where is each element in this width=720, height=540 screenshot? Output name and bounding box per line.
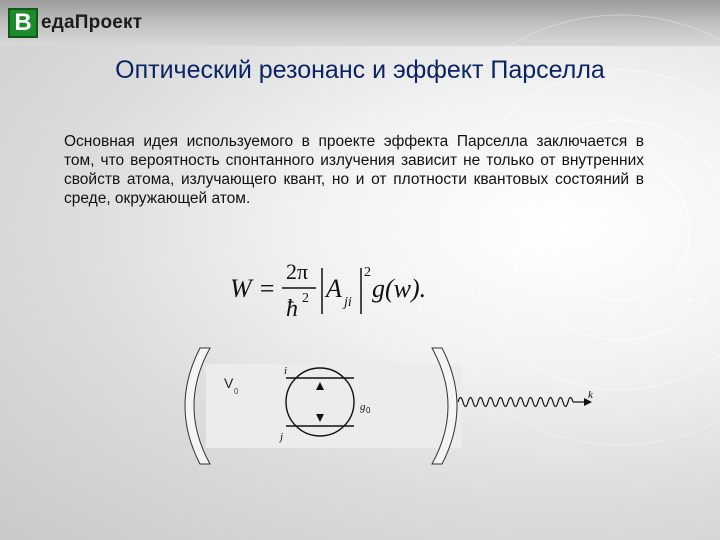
company-logo (8, 7, 142, 39)
formula-lhs: W = (230, 274, 276, 303)
body-paragraph: Основная идея используемого в проекте эффекта Парселла заключается в том, что вероятность спонтанного излучения зависит не только от внутренних свойств атома, излучающего квант, но и от плотности квантовых состояний в среде, окружающей атом. (64, 133, 644, 207)
formula-denominator: ħ (286, 296, 298, 322)
volume-label: V (224, 375, 234, 391)
cavity-diagram (176, 340, 606, 472)
photon-label: k (588, 389, 593, 401)
logo-text: едаПроект (41, 12, 143, 33)
photon-wave (458, 398, 573, 407)
formula-abs-term: A (326, 274, 342, 303)
slide-title: Оптический резонанс и эффект Парселла (115, 56, 605, 84)
formula-tail: g(w). (372, 274, 427, 303)
coupling-subscript: 0 (366, 406, 371, 415)
lower-level-label: j (280, 431, 284, 443)
coupling-label: g (360, 401, 366, 413)
purcell-formula (222, 252, 482, 332)
cavity-volume (206, 364, 462, 448)
formula-abs-power: 2 (364, 265, 371, 280)
formula-denominator-power: 2 (302, 291, 309, 306)
formula-abs-subscript: ji (344, 295, 352, 310)
logo-letter: В (8, 8, 38, 38)
volume-subscript: 0 (234, 387, 239, 396)
formula-numerator: 2π (286, 259, 309, 284)
upper-level-label: i (284, 365, 288, 377)
